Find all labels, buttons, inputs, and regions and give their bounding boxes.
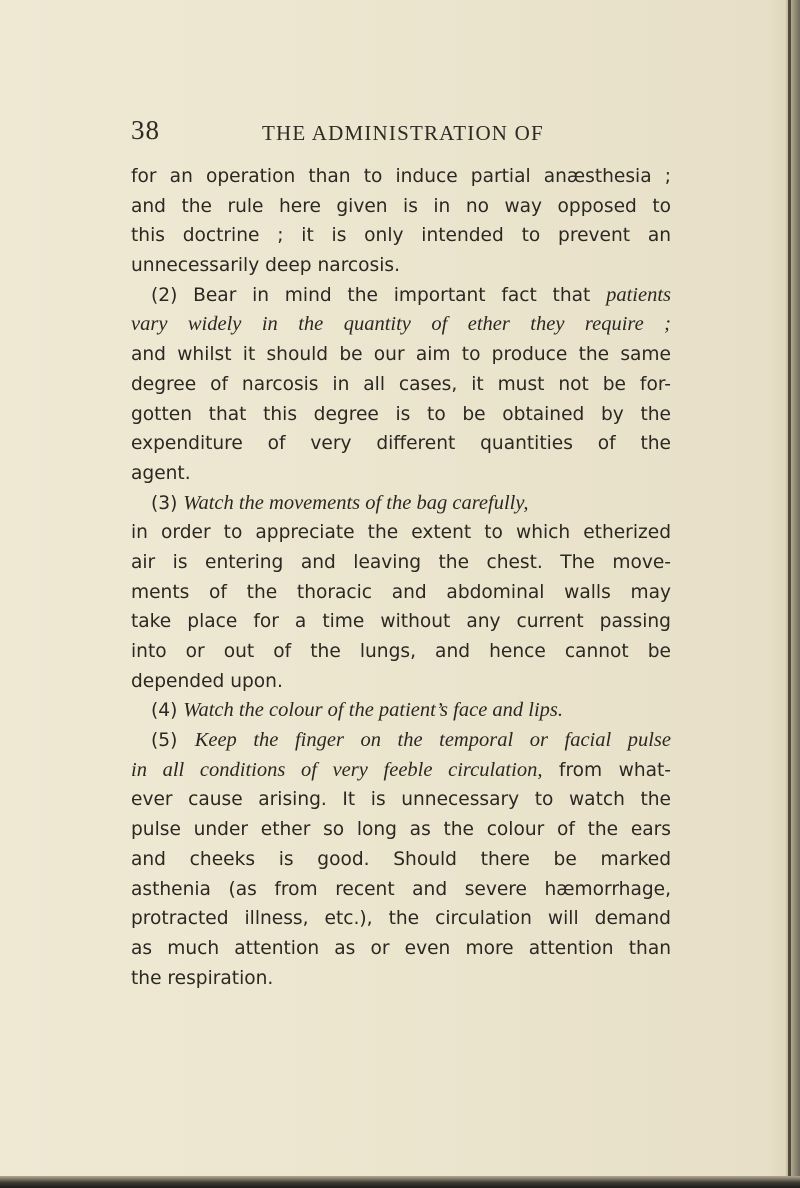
text-run: the respiration. (131, 967, 274, 989)
text-run: expenditure of very different quantities of the (131, 433, 671, 455)
text-run: ments of the thoracic and abdominal walls may (131, 581, 671, 603)
italic-text: Keep the finger on the temporal or facial pulse (194, 729, 672, 752)
text-run: agent. (131, 462, 191, 484)
text-line (131, 964, 671, 994)
text-run: (2) Bear in mind the important fact that (151, 284, 607, 306)
text-run: and whilst it should be our aim to produce the same (131, 344, 671, 366)
text-line (131, 637, 671, 667)
text-line (131, 429, 671, 459)
text-run: and cheeks is good. Should there be marked (131, 848, 671, 870)
text-line (131, 400, 671, 430)
text-line (131, 548, 671, 578)
text-line (131, 756, 671, 786)
page-number: 38 (131, 115, 160, 145)
text-run: as much attention as or even more attention than (131, 937, 671, 959)
text-line (131, 370, 671, 400)
text-line (131, 489, 671, 519)
text-line (131, 934, 671, 964)
page-header (0, 115, 800, 155)
running-head: THE ADMINISTRATION OF (262, 121, 544, 145)
italic-text: patients (606, 283, 671, 306)
text-run: from what- (542, 759, 672, 781)
text-line (131, 904, 671, 934)
italic-text: vary widely in the quantity of ether they require ; (131, 313, 671, 336)
italic-text: Watch the movements of the bag carefully, (183, 491, 529, 514)
text-run: this doctrine ; it is only intended to prevent an (131, 225, 671, 247)
text-run: in order to appreciate the extent to which etherized (131, 522, 671, 544)
italic-text: in all conditions of very feeble circulation, (131, 758, 543, 781)
text-line (131, 340, 671, 370)
text-line (131, 607, 671, 637)
text-line (131, 667, 671, 697)
italic-text: Watch the colour of the patient’s face and lips. (183, 699, 564, 722)
text-run: ever cause arising. It is unnecessary to watch the (131, 789, 671, 811)
binding-shadow (788, 0, 791, 1188)
page-edge-bottom (0, 1176, 800, 1188)
text-line (131, 785, 671, 815)
text-line (131, 696, 671, 726)
text-run: asthenia (as from recent and severe hæmorrhage, (131, 878, 671, 900)
text-line (131, 310, 671, 340)
text-run: take place for a time without any current passing (131, 611, 671, 633)
text-line (131, 815, 671, 845)
text-line (131, 875, 671, 905)
text-line (131, 221, 671, 251)
text-run: (4) (151, 700, 184, 722)
text-line (131, 459, 671, 489)
text-line (131, 845, 671, 875)
text-run: into or out of the lungs, and hence cannot be (131, 641, 671, 662)
text-run: air is entering and leaving the chest. The move- (131, 551, 671, 573)
text-line (131, 162, 671, 192)
text-run: pulse under ether so long as the colour of the ears (131, 819, 671, 841)
text-run: and the rule here given is in no way opposed to (131, 195, 671, 217)
text-run: depended upon. (131, 670, 283, 692)
text-line (131, 192, 671, 222)
text-run: degree of narcosis in all cases, it must not be for- (131, 373, 671, 395)
text-run: gotten that this degree is to be obtained by the (131, 403, 671, 425)
text-line (131, 726, 671, 756)
text-run: protracted illness, etc.), the circulation will demand (131, 908, 671, 930)
text-line (131, 281, 671, 311)
text-line (131, 518, 671, 548)
body-text (131, 162, 671, 993)
text-line (131, 251, 671, 281)
text-run: unnecessarily deep narcosis. (131, 255, 400, 277)
text-line (131, 578, 671, 608)
text-run: for an operation than to induce partial anæsthesia ; (131, 166, 671, 187)
text-run: (5) (151, 730, 195, 752)
text-run: (3) (151, 492, 184, 514)
